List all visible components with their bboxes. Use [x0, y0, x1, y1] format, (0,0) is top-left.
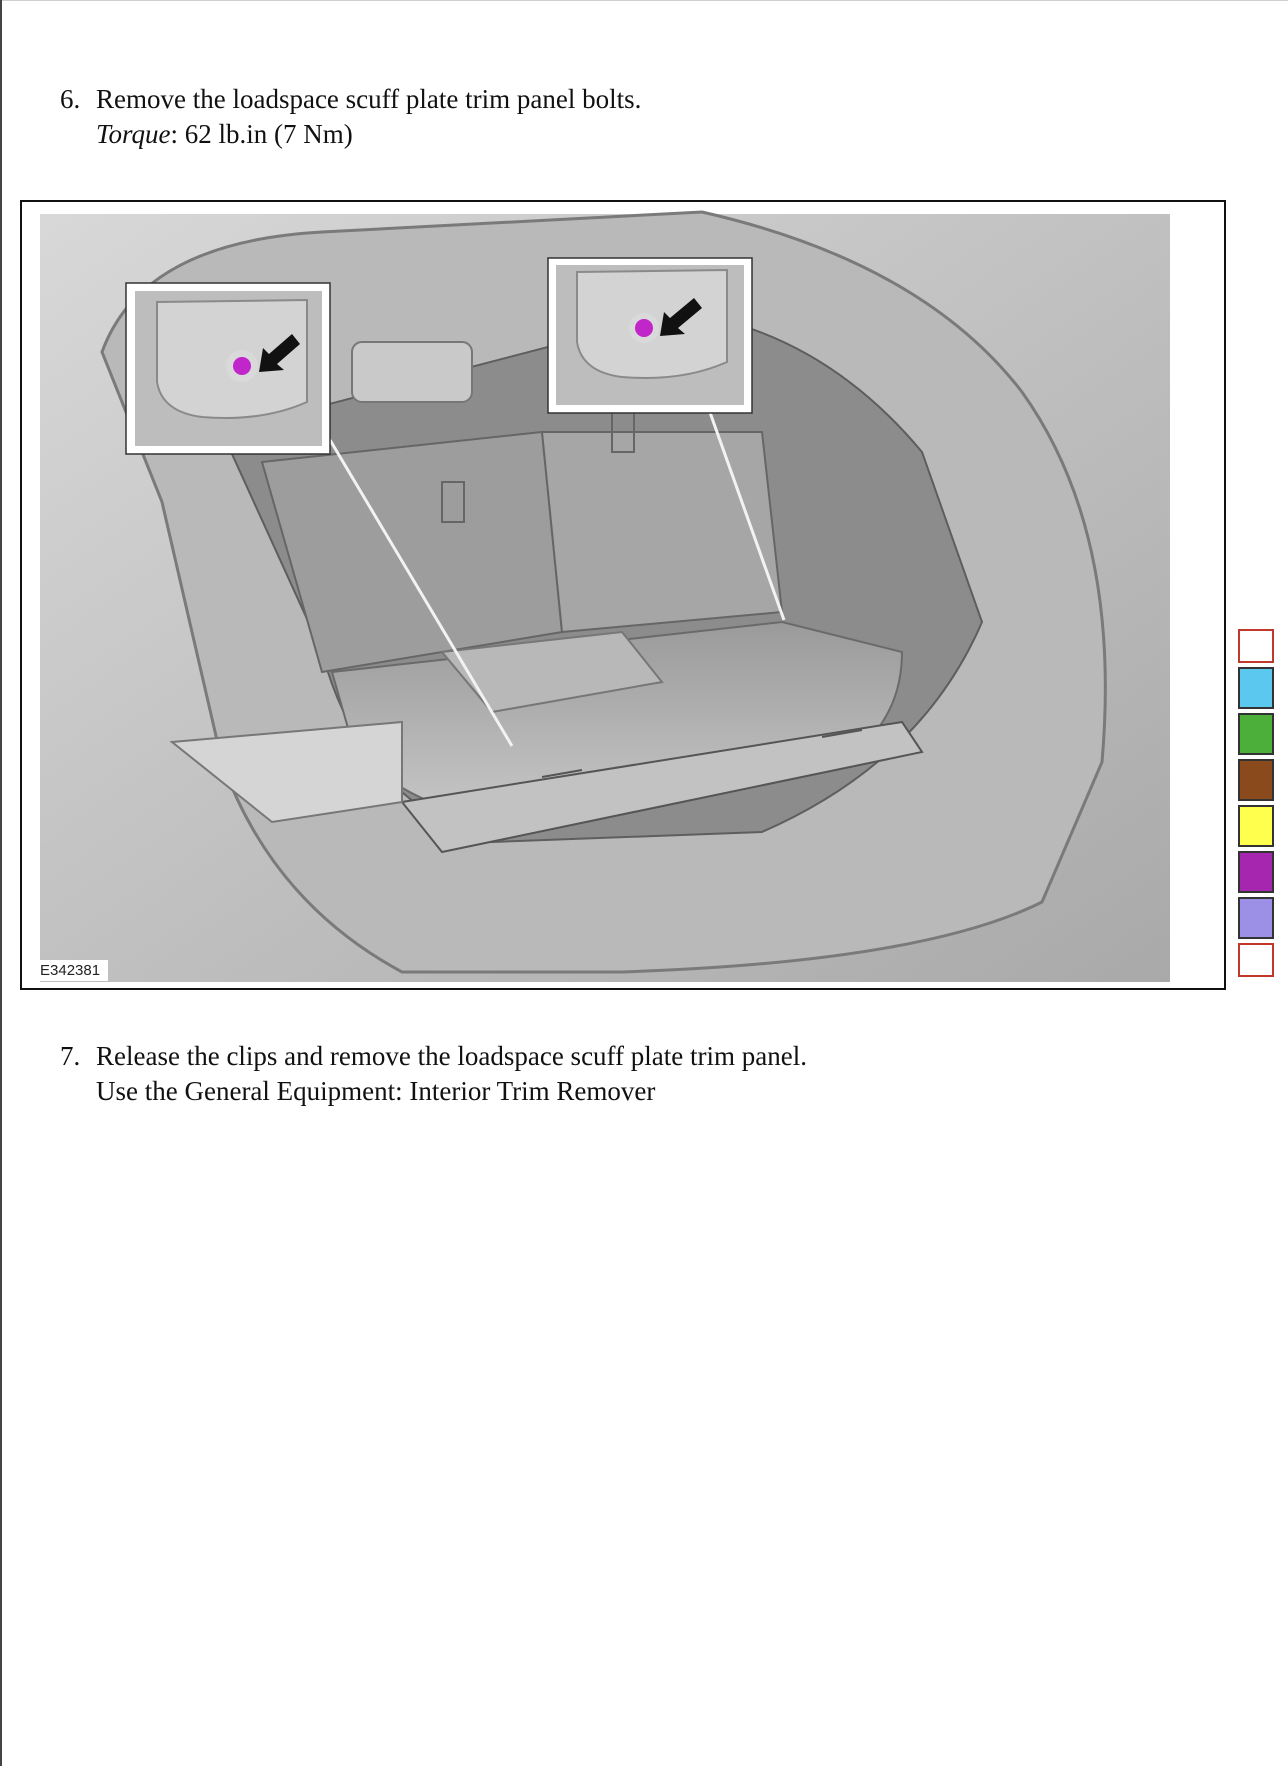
step-7-text: Release the clips and remove the loadspace scuff plate trim panel.	[96, 1041, 807, 1071]
color-swatch-8[interactable]	[1238, 943, 1274, 977]
step-6-number: 6.	[60, 84, 81, 114]
loadspace-illustration	[20, 200, 1226, 990]
step-7	[60, 1039, 807, 1109]
bolt-marker-right	[635, 319, 653, 337]
step-7-number: 7.	[60, 1041, 81, 1071]
bolt-marker-left	[233, 357, 251, 375]
figure-id: E342381	[36, 960, 108, 981]
step-6	[60, 82, 641, 152]
color-swatch-1[interactable]	[1238, 629, 1274, 663]
step-6-text: Remove the loadspace scuff plate trim panel bolts.	[96, 84, 642, 114]
color-swatch-3[interactable]	[1238, 713, 1274, 755]
color-swatch-4[interactable]	[1238, 759, 1274, 801]
torque-label: Torque	[96, 119, 171, 149]
page-left-edge	[0, 0, 2, 1766]
color-swatch-6[interactable]	[1238, 851, 1274, 893]
torque-value: : 62 lb.in (7 Nm)	[170, 119, 353, 149]
loadspace-drawing	[22, 202, 1224, 988]
color-swatch-2[interactable]	[1238, 667, 1274, 709]
color-swatch-strip	[1238, 629, 1276, 981]
detail-inset-right	[548, 258, 752, 413]
detail-inset-left	[126, 283, 330, 454]
color-swatch-7[interactable]	[1238, 897, 1274, 939]
color-swatch-5[interactable]	[1238, 805, 1274, 847]
equipment-note: Use the General Equipment: Interior Trim Remover	[96, 1076, 656, 1106]
page-top-edge	[0, 0, 1288, 1]
